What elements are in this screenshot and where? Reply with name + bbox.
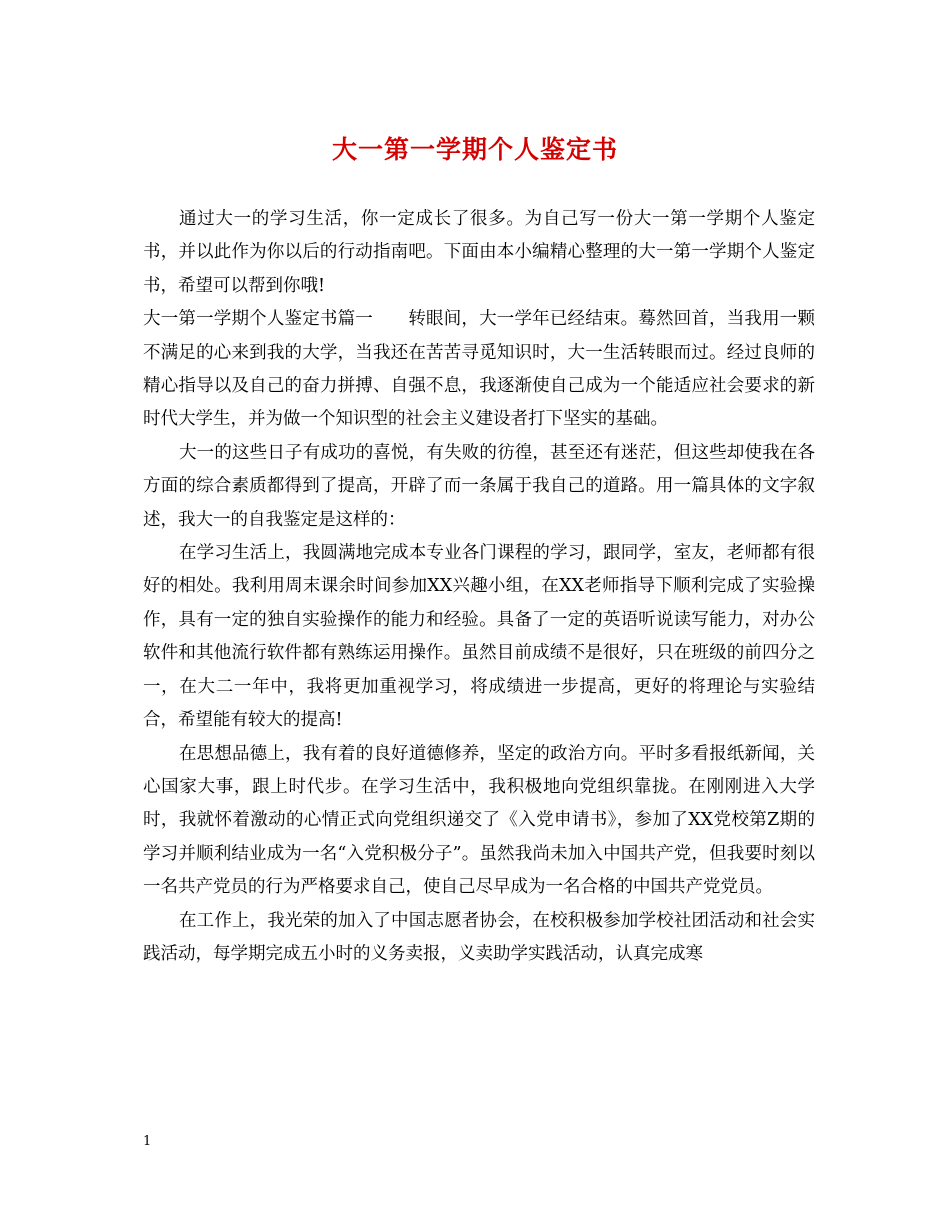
document-body bbox=[143, 203, 815, 971]
paragraph-overview: 大一的这些日子有成功的喜悦，有失败的彷徨，甚至还有迷茫，但这些却使我在各方面的综合素质都得到了提高，开辟了而一条属于我自己的道路。用一篇具体的文字叙述，我大一的自我鉴定是这样的： bbox=[143, 442, 815, 530]
document-title: 大一第一学期个人鉴定书 bbox=[331, 135, 618, 164]
paragraph-study: 在学习生活上，我圆满地完成本专业各门课程的学习，跟同学，室友，老师都有很好的相处。我利用周末课余时间参加XX兴趣小组，在XX老师指导下顺利完成了实验操作，具有一定的独自实验操作的能力和经验。具备了一定的英语听说读写能力，对办公软件和其他流行软件都有熟练运用操作。虽然目前成绩不是很好，只在班级的前四分之一，在大二一年中，我将更加重视学习，将成绩进一步提高，更好的将理论与实验结合，希望能有较大的提高! bbox=[143, 543, 815, 731]
paragraph-work: 在工作上，我光荣的加入了中国志愿者协会，在校积极参加学校社团活动和社会实践活动，每学期完成五小时的义务卖报，义卖助学实践活动，认真完成寒 bbox=[143, 910, 815, 964]
paragraph-morality: 在思想品德上，我有着的良好道德修养，坚定的政治方向。平时多看报纸新闻，关心国家大事，跟上时代步。在学习生活中，我积极地向党组织靠拢。在刚刚进入大学时，我就怀着激动的心情正式向党组织递交了《入党申请书》，参加了XX党校第Z期的学习并顺利结业成为一名“入党积极分子”。虽然我尚未加入中国共产党，但我要时刻以一名共产党员的行为严格要求自己，使自己尽早成为一名合格的中国共产党党员。 bbox=[143, 743, 815, 898]
paragraph-section-one: 大一第一学期个人鉴定书篇一 转眼间，大一学年已经结束。蓦然回首，当我用一颗不满足的心来到我的大学，当我还在苦苦寻觅知识时，大一生活转眼而过。经过良师的精心指导以及自己的奋力拼搏、自强不息，我逐渐使自己成为一个能适应社会要求的新时代大学生，并为做一个知识型的社会主义建设者打下坚实的基础。 bbox=[143, 309, 815, 430]
paragraph-intro: 通过大一的学习生活，你一定成长了很多。为自己写一份大一第一学期个人鉴定书，并以此作为你以后的行动指南吧。下面由本小编精心整理的大一第一学期个人鉴定书，希望可以帮到你哦! bbox=[143, 209, 815, 296]
page-number: 1 bbox=[143, 1134, 152, 1149]
